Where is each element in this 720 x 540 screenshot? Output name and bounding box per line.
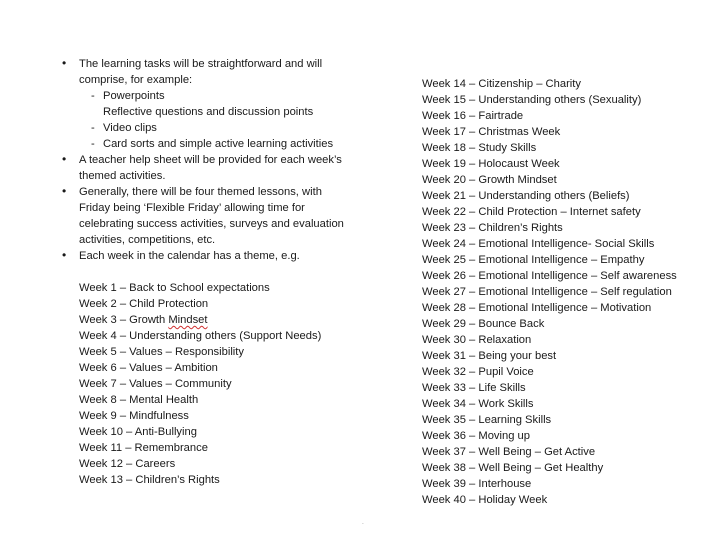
example-item: - Card sorts and simple active learning activities: [91, 138, 334, 150]
week-item: Week 27 – Emotional Intelligence – Self regulation: [422, 286, 672, 298]
example-item: Reflective questions and discussion points: [103, 106, 314, 118]
week-item: Week 9 – Mindfulness: [79, 410, 189, 422]
week-item: Week 7 – Values – Community: [79, 378, 232, 390]
bullet-marker: •: [62, 184, 67, 198]
bullet-text-line: Each week in the calendar has a theme, e.g.: [79, 250, 300, 262]
week-item: Week 17 – Christmas Week: [422, 126, 561, 138]
bullet-text-line: themed activities.: [79, 170, 166, 182]
week-item: Week 21 – Understanding others (Beliefs): [422, 190, 630, 202]
bullet-text-line: comprise, for example:: [79, 74, 193, 86]
week-list-right: [422, 76, 712, 508]
week-item: Week 10 – Anti-Bullying: [79, 426, 197, 438]
page-marker: -: [362, 521, 364, 527]
bullet-marker: •: [62, 152, 67, 166]
week-item: Week 36 – Moving up: [422, 430, 531, 442]
bullet-help-sheet: [62, 152, 362, 184]
week-item: Week 15 – Understanding others (Sexuality): [422, 94, 642, 106]
week-item: Week 39 – Interhouse: [422, 478, 532, 490]
bullet-text-line: Generally, there will be four themed lessons, with: [79, 186, 322, 198]
bullet-marker: •: [62, 56, 67, 70]
example-item: - Video clips: [91, 122, 157, 134]
week-item: Week 11 – Remembrance: [79, 442, 208, 454]
week-item: Week 29 – Bounce Back: [422, 318, 545, 330]
week-item: Week 1 – Back to School expectations: [79, 282, 270, 294]
week-item: [79, 312, 362, 328]
bullet-text-line: The learning tasks will be straightforward and will: [79, 58, 323, 70]
bullet-themed-lessons: [62, 184, 362, 248]
week-item: Week 13 – Children’s Rights: [79, 474, 220, 486]
week-item: Week 38 – Well Being – Get Healthy: [422, 462, 604, 474]
week-item: Week 37 – Well Being – Get Active: [422, 446, 596, 458]
week-item: Week 19 – Holocaust Week: [422, 158, 560, 170]
week-item: Week 24 – Emotional Intelligence- Social Skills: [422, 238, 655, 250]
bullet-calendar-theme: [62, 248, 362, 264]
week-item: Week 6 – Values – Ambition: [79, 362, 218, 374]
week-list-left: [62, 280, 362, 488]
week-item: Week 18 – Study Skills: [422, 142, 537, 154]
week-item: Week 8 – Mental Health: [79, 394, 199, 406]
week-item: Week 20 – Growth Mindset: [422, 174, 557, 186]
week-item: Week 35 – Learning Skills: [422, 414, 552, 426]
bullet-text-line: A teacher help sheet will be provided for each week’s: [79, 154, 342, 166]
week-item: Week 32 – Pupil Voice: [422, 366, 534, 378]
week-item: Week 16 – Fairtrade: [422, 110, 524, 122]
week-item: Week 25 – Emotional Intelligence – Empathy: [422, 254, 645, 266]
week-item: Week 22 – Child Protection – Internet safety: [422, 206, 641, 218]
week-item: Week 40 – Holiday Week: [422, 494, 548, 506]
week-item: Week 23 – Children’s Rights: [422, 222, 563, 234]
week-item: Week 12 – Careers: [79, 458, 176, 470]
week-item: Week 5 – Values – Responsibility: [79, 346, 244, 358]
week-item: Week 14 – Citizenship – Charity: [422, 78, 581, 90]
week-item: Week 33 – Life Skills: [422, 382, 526, 394]
bullet-learning-tasks: [62, 56, 362, 88]
week-item: Week 4 – Understanding others (Support Needs): [79, 330, 322, 342]
week-item: Week 31 – Being your best: [422, 350, 557, 362]
left-column: [62, 56, 362, 488]
bullet-text-line: activities, competitions, etc.: [79, 234, 216, 246]
bullet-marker: •: [62, 248, 67, 262]
week-item: Week 28 – Emotional Intelligence – Motivation: [422, 302, 652, 314]
bullet-text-line: Friday being ‘Flexible Friday’ allowing time for: [79, 202, 305, 214]
example-item: - Powerpoints: [91, 90, 165, 102]
week-3-text: Week 3 – Growth Mindset: [79, 314, 208, 326]
week-item: Week 2 – Child Protection: [79, 298, 209, 310]
bullet-text-line: celebrating success activities, surveys and evaluation: [79, 218, 344, 230]
week-item: Week 34 – Work Skills: [422, 398, 534, 410]
week-item: Week 30 – Relaxation: [422, 334, 532, 346]
week-item: Week 26 – Emotional Intelligence – Self awareness: [422, 270, 677, 282]
